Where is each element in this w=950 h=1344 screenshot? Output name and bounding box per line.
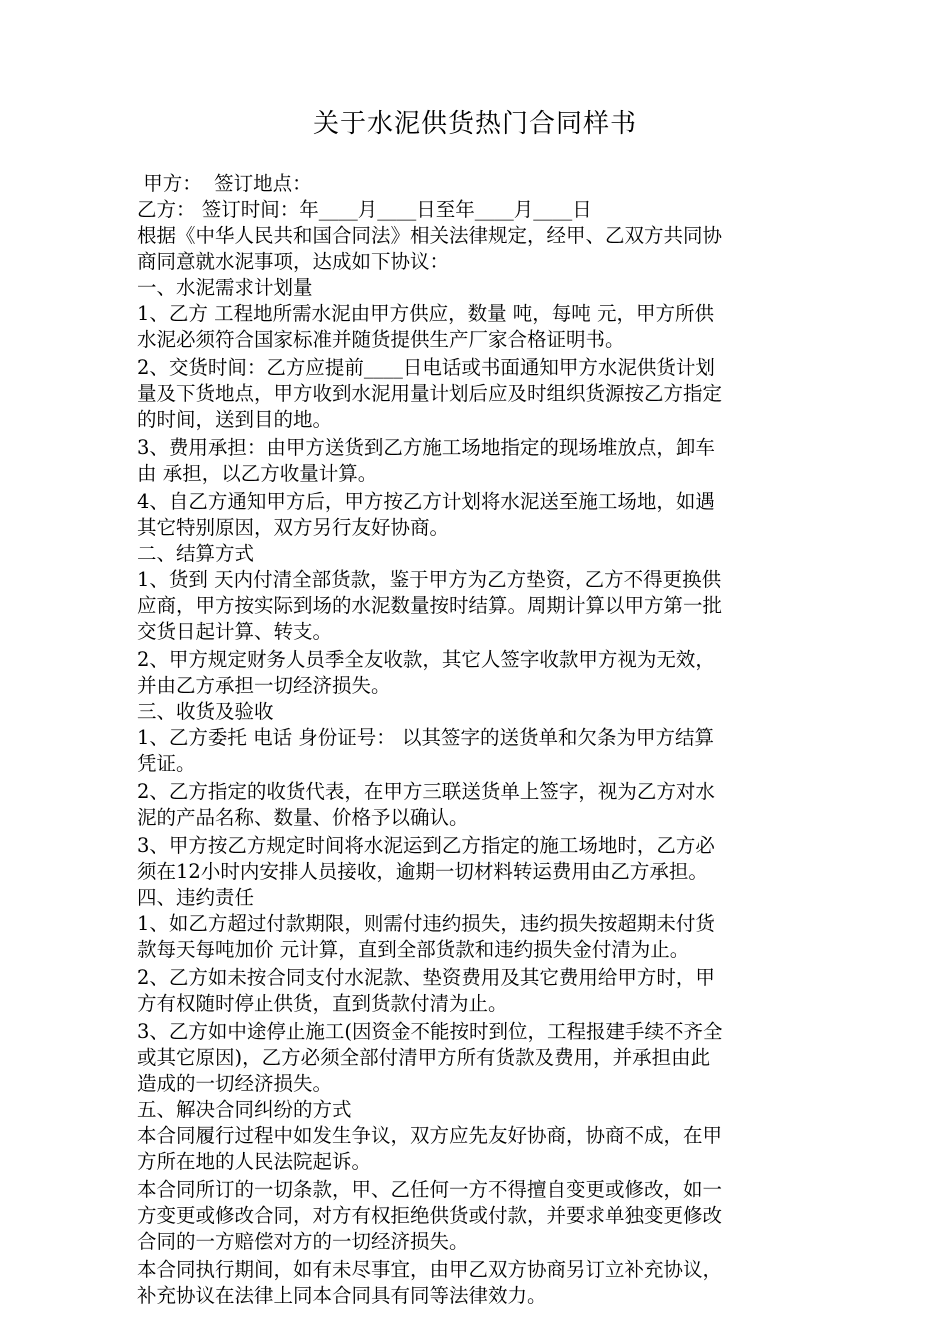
clause-line: 款每天每吨加价 元计算，直到全部货款和违约损失金付清为止。 bbox=[137, 938, 690, 961]
clause-line: 合同的一方赔偿对方的一切经济损失。 bbox=[137, 1230, 469, 1253]
clause-line: 并由乙方承担一切经济损失。 bbox=[137, 674, 391, 697]
section-heading: 五、解决合同纠纷的方式 bbox=[137, 1098, 352, 1121]
section-heading: 四、违约责任 bbox=[137, 886, 255, 909]
party-b-line: 乙方： 签订时间：年____月____日至年____月____日 bbox=[137, 198, 592, 221]
section-heading: 一、水泥需求计划量 bbox=[137, 276, 313, 299]
document-title: 关于水泥供货热门合同样书 bbox=[312, 109, 637, 139]
clause-line: 本合同执行期间，如有未尽事宜，由甲乙双方协商另订立补充协议， bbox=[137, 1258, 723, 1281]
clause-line: 交货日起计算、转支。 bbox=[137, 620, 333, 643]
clause-line: 1、乙方委托 电话 身份证号： 以其签字的送货单和欠条为甲方结算 bbox=[137, 726, 715, 749]
preamble-line: 根据《中华人民共和国合同法》相关法律规定，经甲、乙双方共同协 bbox=[137, 224, 723, 247]
clause-line: 2、乙方如未按合同支付水泥款、垫资费用及其它费用给甲方时，甲 bbox=[137, 966, 715, 989]
clause-line: 本合同履行过程中如发生争议，双方应先友好协商，协商不成，在甲 bbox=[137, 1124, 723, 1147]
clause-line: 的时间，送到目的地。 bbox=[137, 408, 333, 431]
clause-line: 由 承担，以乙方收量计算。 bbox=[137, 462, 378, 485]
clause-line: 补充协议在法律上同本合同具有同等法律效力。 bbox=[137, 1284, 547, 1307]
clause-line: 1、如乙方超过付款期限，则需付违约损失，违约损失按超期未付货 bbox=[137, 912, 715, 935]
section-heading: 三、收货及验收 bbox=[137, 700, 274, 723]
clause-line: 方变更或修改合同，对方有权拒绝供货或付款，并要求单独变更修改 bbox=[137, 1204, 723, 1227]
clause-line: 2、交货时间：乙方应提前____日电话或书面通知甲方水泥供货计划 bbox=[137, 356, 715, 379]
document-body bbox=[137, 171, 817, 1309]
clause-line: 其它特别原因，双方另行友好协商。 bbox=[137, 516, 450, 539]
section-heading: 二、结算方式 bbox=[137, 542, 255, 565]
clause-line: 泥的产品名称、数量、价格予以确认。 bbox=[137, 806, 469, 829]
clause-line: 3、甲方按乙方规定时间将水泥运到乙方指定的施工场地时，乙方必 bbox=[137, 834, 715, 857]
clause-line: 1、货到 天内付清全部货款，鉴于甲方为乙方垫资，乙方不得更换供 bbox=[137, 568, 722, 591]
party-a-line: 甲方： 签订地点： bbox=[137, 172, 312, 195]
clause-line: 本合同所订的一切条款，甲、乙任何一方不得擅自变更或修改，如一 bbox=[137, 1178, 723, 1201]
clause-line: 2、甲方规定财务人员季全友收款，其它人签字收款甲方视为无效， bbox=[137, 648, 715, 671]
preamble-line: 商同意就水泥事项，达成如下协议： bbox=[137, 250, 450, 273]
clause-line: 造成的一切经济损失。 bbox=[137, 1072, 333, 1095]
clause-line: 方所在地的人民法院起诉。 bbox=[137, 1150, 372, 1173]
clause-line: 1、乙方 工程地所需水泥由甲方供应，数量 吨，每吨 元，甲方所供 bbox=[137, 302, 715, 325]
clause-line: 量及下货地点，甲方收到水泥用量计划后应及时组织货源按乙方指定 bbox=[137, 382, 723, 405]
clause-line: 方有权随时停止供货，直到货款付清为止。 bbox=[137, 992, 508, 1015]
clause-line: 凭证。 bbox=[137, 752, 196, 775]
clause-line: 2、乙方指定的收货代表，在甲方三联送货单上签字，视为乙方对水 bbox=[137, 780, 715, 803]
clause-line: 应商，甲方按实际到场的水泥数量按时结算。周期计算以甲方第一批 bbox=[137, 594, 723, 617]
clause-line: 水泥必须符合国家标准并随货提供生产厂家合格证明书。 bbox=[137, 328, 625, 351]
clause-line: 4、自乙方通知甲方后，甲方按乙方计划将水泥送至施工场地，如遇 bbox=[137, 490, 715, 513]
clause-line: 或其它原因)，乙方必须全部付清甲方所有货款及费用，并承担由此 bbox=[137, 1046, 711, 1069]
clause-line: 3、乙方如中途停止施工(因资金不能按时到位，工程报建手续不齐全 bbox=[137, 1020, 723, 1043]
clause-line: 3、费用承担：由甲方送货到乙方施工场地指定的现场堆放点，卸车 bbox=[137, 436, 715, 459]
clause-line: 须在12小时内安排人员接收，逾期一切材料转运费用由乙方承担。 bbox=[137, 860, 708, 883]
